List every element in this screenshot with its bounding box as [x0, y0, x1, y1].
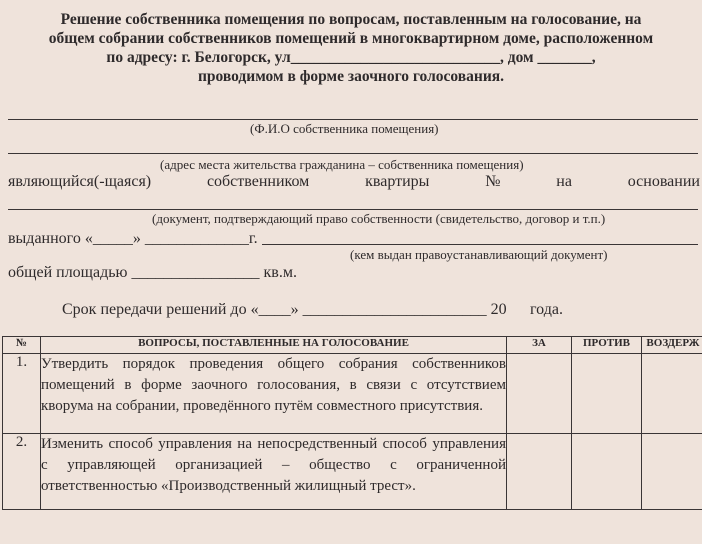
- owner-word-4: №: [485, 173, 501, 190]
- voting-table: [2, 336, 702, 510]
- vote-abstain-cell[interactable]: [642, 354, 702, 434]
- ownership-document-caption: (документ, подтверждающий право собственности (свидетельство, договор и т.п.): [152, 211, 606, 226]
- vote-against-cell[interactable]: [572, 354, 642, 434]
- deadline-year-suffix: года.: [530, 301, 563, 318]
- document-title-line-1: Решение собственника помещения по вопросам, поставленным на голосование, на: [60, 11, 642, 28]
- document-title-line-2: общем собрании собственников помещений в многоквартирном доме, расположенном: [48, 30, 654, 47]
- header-for: ЗА: [507, 337, 572, 354]
- owner-word-2: собственником: [206, 173, 310, 190]
- owner-name-caption: (Ф.И.О собственника помещения): [250, 121, 439, 136]
- question-number: 1.: [3, 354, 41, 434]
- owner-address-caption: (адрес места жительства гражданина – собственника помещения): [160, 157, 524, 172]
- owner-word-3: квартиры: [365, 173, 430, 190]
- owner-statement-row: [8, 173, 700, 191]
- owner-word-5: на: [556, 173, 572, 190]
- table-row: [3, 434, 702, 510]
- vote-against-cell[interactable]: [572, 434, 642, 510]
- vote-for-cell[interactable]: [507, 434, 572, 510]
- table-header-row: [3, 337, 702, 354]
- header-abstain: ВОЗДЕРЖ: [642, 337, 702, 354]
- area-label: общей площадью ________________ кв.м.: [8, 264, 297, 281]
- document-title-address-line: по адресу: г. Белогорск, ул___________________________, дом _______,: [106, 49, 596, 66]
- header-questions: ВОПРОСЫ, ПОСТАВЛЕННЫЕ НА ГОЛОСОВАНИЕ: [41, 337, 507, 354]
- vote-abstain-cell[interactable]: [642, 434, 702, 510]
- question-text: Утвердить порядок проведения общего собрания собственников помещений в форме заочного голосования, в связи с отсутствием кворума на собрании, проведённого путём совместного присутствия.: [41, 354, 507, 434]
- issued-date-label: выданного «_____» _____________г.: [8, 230, 258, 247]
- owner-word-6: основании: [627, 173, 700, 190]
- owner-name-field[interactable]: [8, 119, 698, 120]
- question-text: Изменить способ управления на непосредственный способ управления с управляющей организацией – общество с ограниченной ответственностью «Производственный жилищный трест».: [41, 434, 507, 510]
- vote-for-cell[interactable]: [507, 354, 572, 434]
- document-title-line-4: проводимом в форме заочного голосования.: [197, 68, 505, 85]
- ownership-document-field[interactable]: [8, 209, 698, 210]
- question-number: 2.: [3, 434, 41, 510]
- header-against: ПРОТИВ: [572, 337, 642, 354]
- deadline-label: Срок передачи решений до «____» _______________________ 20: [62, 301, 507, 318]
- issued-by-field[interactable]: [262, 244, 698, 245]
- issued-by-caption: (кем выдан правоустанавливающий документ): [350, 247, 608, 262]
- owner-address-field[interactable]: [8, 153, 698, 154]
- header-number: №: [3, 337, 41, 354]
- table-row: [3, 354, 702, 434]
- owner-word-1: являющийся(-щаяся): [8, 173, 152, 190]
